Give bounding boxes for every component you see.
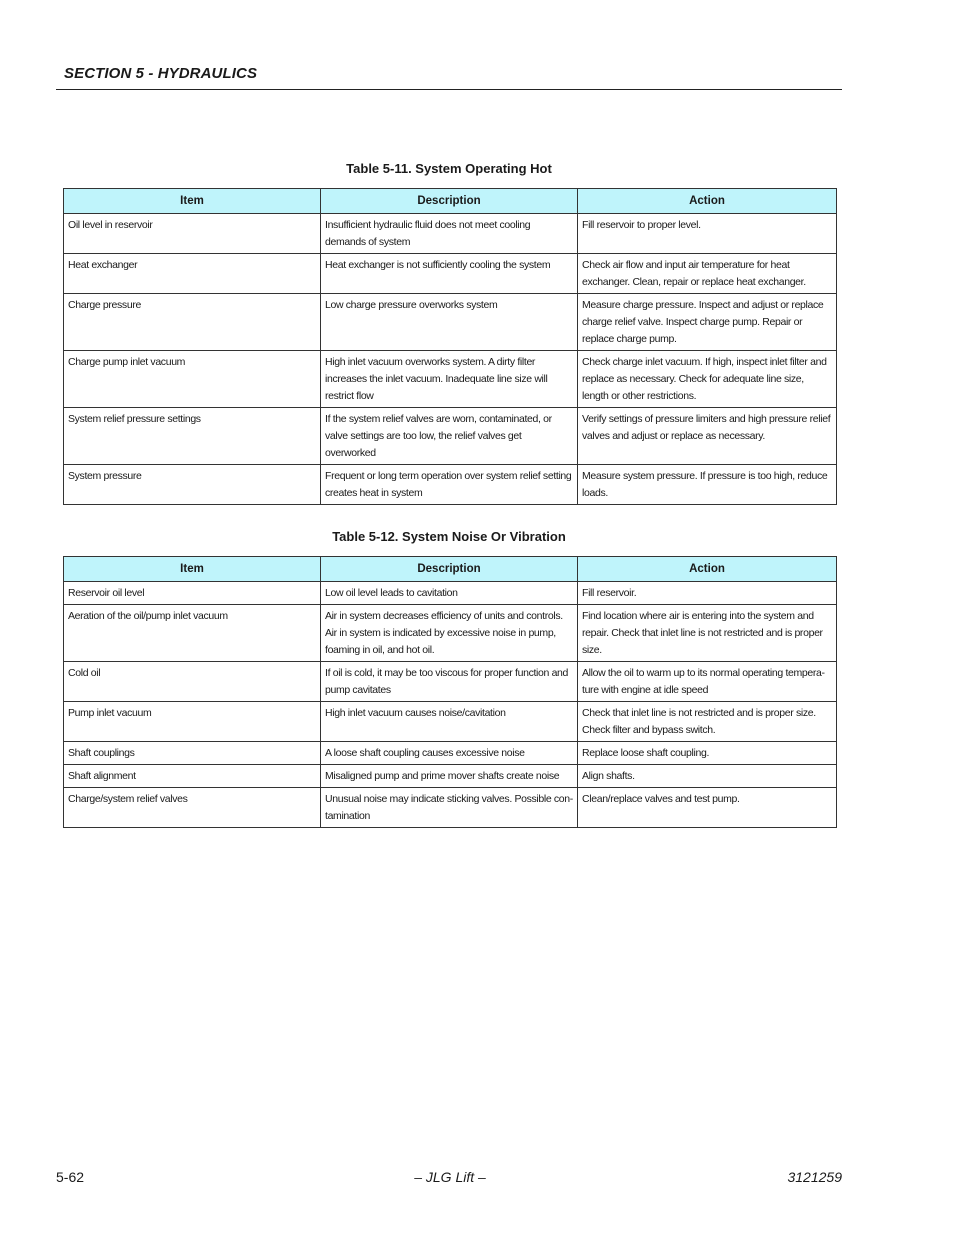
table-header-row (64, 189, 837, 214)
cell-action: Measure system pressure. If pressure is too high, reduce loads. (578, 465, 837, 505)
cell-description: Low oil level leads to cavitation (321, 582, 578, 605)
cell-action: Fill reservoir to proper level. (578, 214, 837, 254)
cell-item: Charge pressure (64, 294, 321, 351)
cell-description: Insufficient hydraulic fluid does not meet cooling demands of system (321, 214, 578, 254)
cell-item: Oil level in reservoir (64, 214, 321, 254)
publisher-footer: – JLG Lift – (414, 1169, 486, 1185)
page-number: 5-62 (56, 1169, 85, 1185)
column-header-description: Description (321, 557, 578, 582)
cell-action: Replace loose shaft coupling. (578, 742, 837, 765)
table-row (64, 582, 837, 605)
column-header-action: Action (578, 557, 837, 582)
cell-description: Frequent or long term operation over system relief setting creates heat in system (321, 465, 578, 505)
cell-description: Unusual noise may indicate sticking valves. Possible con-tamination (321, 788, 578, 828)
table-row (64, 702, 837, 742)
table-5-11-caption: Table 5-11. System Operating Hot (346, 161, 552, 176)
cell-action: Check that inlet line is not restricted and is proper size. Check filter and bypass switch. (578, 702, 837, 742)
column-header-action: Action (578, 189, 837, 214)
cell-item: Shaft alignment (64, 765, 321, 788)
cell-action: Measure charge pressure. Inspect and adjust or replace charge relief valve. Inspect charge pump. Repair or replace charge pump. (578, 294, 837, 351)
section-title: SECTION 5 - HYDRAULICS (64, 65, 258, 82)
cell-item: Heat exchanger (64, 254, 321, 294)
table-5-12-caption: Table 5-12. System Noise Or Vibration (332, 529, 566, 544)
cell-description: If oil is cold, it may be too viscous for proper function and pump cavitates (321, 662, 578, 702)
cell-item: Aeration of the oil/pump inlet vacuum (64, 605, 321, 662)
document-number: 3121259 (787, 1169, 842, 1185)
table-row (64, 662, 837, 702)
cell-action: Allow the oil to warm up to its normal operating tempera-ture with engine at idle speed (578, 662, 837, 702)
cell-action: Check air flow and input air temperature for heat exchanger. Clean, repair or replace heat exchanger. (578, 254, 837, 294)
column-header-item: Item (64, 189, 321, 214)
cell-description: High inlet vacuum overworks system. A dirty filter increases the inlet vacuum. Inadequate line size will restrict flow (321, 351, 578, 408)
cell-item: Reservoir oil level (64, 582, 321, 605)
cell-action: Align shafts. (578, 765, 837, 788)
cell-action: Check charge inlet vacuum. If high, inspect inlet filter and replace as necessary. Check for adequate line size, length or other restrictions. (578, 351, 837, 408)
cell-description: Heat exchanger is not sufficiently cooling the system (321, 254, 578, 294)
cell-item: Charge/system relief valves (64, 788, 321, 828)
column-header-description: Description (321, 189, 578, 214)
cell-action: Fill reservoir. (578, 582, 837, 605)
system-noise-vibration-table (63, 556, 837, 828)
cell-action: Find location where air is entering into the system and repair. Check that inlet line is not restricted and is proper size. (578, 605, 837, 662)
table-row (64, 214, 837, 254)
cell-item: Shaft couplings (64, 742, 321, 765)
cell-description: Misaligned pump and prime mover shafts create noise (321, 765, 578, 788)
cell-description: A loose shaft coupling causes excessive noise (321, 742, 578, 765)
system-operating-hot-table (63, 188, 837, 505)
table-header-row (64, 557, 837, 582)
cell-action: Clean/replace valves and test pump. (578, 788, 837, 828)
cell-item: Cold oil (64, 662, 321, 702)
table-row (64, 788, 837, 828)
table-row (64, 254, 837, 294)
cell-item: Charge pump inlet vacuum (64, 351, 321, 408)
cell-description: High inlet vacuum causes noise/cavitation (321, 702, 578, 742)
cell-description: Low charge pressure overworks system (321, 294, 578, 351)
cell-action: Verify settings of pressure limiters and high pressure relief valves and adjust or replace as necessary. (578, 408, 837, 465)
column-header-item: Item (64, 557, 321, 582)
table-row (64, 605, 837, 662)
table-row (64, 408, 837, 465)
cell-description: If the system relief valves are worn, contaminated, or valve settings are too low, the relief valves get overworked (321, 408, 578, 465)
cell-item: System pressure (64, 465, 321, 505)
cell-description: Air in system decreases efficiency of units and controls. Air in system is indicated by excessive noise in pump, foaming in oil, and hot oil. (321, 605, 578, 662)
table-row (64, 465, 837, 505)
table-row (64, 742, 837, 765)
table-row (64, 294, 837, 351)
table-row (64, 765, 837, 788)
table-row (64, 351, 837, 408)
cell-item: Pump inlet vacuum (64, 702, 321, 742)
cell-item: System relief pressure settings (64, 408, 321, 465)
section-header (56, 64, 842, 90)
